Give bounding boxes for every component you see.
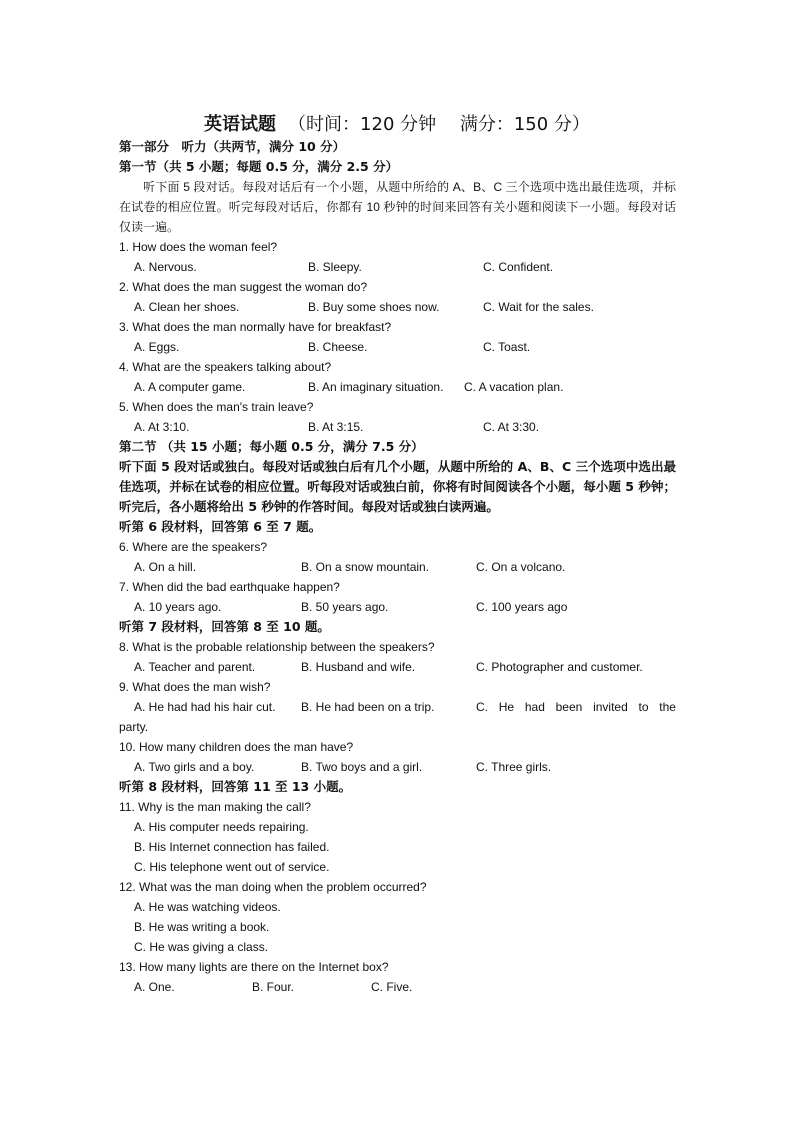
option-b: B. An imaginary situation. [308, 380, 444, 394]
question-11 [119, 797, 676, 877]
option-a: A. Nervous. [134, 260, 197, 274]
option-c-word: had [524, 700, 545, 714]
question-5 [119, 397, 676, 437]
question-options [119, 337, 676, 357]
question-options [119, 257, 676, 277]
material-6-heading: 听第 6 段材料，回答第 6 至 7 题。 [119, 519, 322, 534]
option-c: C. He was giving a class. [134, 940, 269, 954]
question-1 [119, 237, 676, 277]
question-text: 1. How does the woman feel? [119, 240, 278, 254]
question-13 [119, 957, 676, 997]
option-c: C. Toast. [483, 340, 531, 354]
option-c: C. A vacation plan. [464, 380, 564, 394]
option-b: B. At 3:15. [308, 420, 364, 434]
section1-instructions-text: 听下面 5 段对话。每段对话后有一个小题，从题中所给的 A、B、C 三个选项中选出最佳选项，并标在试卷的相应位置。听完每段对话后，你都有 10 秒钟的时间来回答有关小题和阅读下一小题。每段对话仅读一遍。 [119, 180, 676, 234]
option-a: A. At 3:10. [134, 420, 190, 434]
question-text: 4. What are the speakers talking about? [119, 360, 332, 374]
question-12 [119, 877, 676, 957]
question-8 [119, 637, 676, 677]
question-9 [119, 677, 676, 737]
question-text: 12. What was the man doing when the problem occurred? [119, 880, 427, 894]
option-b: B. His Internet connection has failed. [134, 840, 330, 854]
question-4 [119, 357, 676, 397]
question-text: 7. When did the bad earthquake happen? [119, 580, 340, 594]
option-c: C. His telephone went out of service. [134, 860, 330, 874]
option-a: A. Two girls and a boy. [134, 760, 255, 774]
question-3 [119, 317, 676, 357]
option-a: A. On a hill. [134, 560, 197, 574]
option-a: A. 10 years ago. [134, 600, 222, 614]
question-options [119, 757, 676, 777]
option-a: A. He had had his hair cut. [134, 700, 276, 714]
question-text: 9. What does the man wish? [119, 680, 271, 694]
option-c: C. Wait for the sales. [483, 300, 594, 314]
option-a: A. Clean her shoes. [134, 300, 240, 314]
option-c: C. 100 years ago [476, 600, 568, 614]
option-c-word: to [638, 700, 649, 714]
title-sub: （时间：120 分钟 满分：150 分） [288, 114, 590, 135]
question-text: 11. Why is the man making the call? [119, 800, 311, 814]
option-b: B. On a snow mountain. [301, 560, 430, 574]
question-options [119, 697, 676, 717]
option-b: B. Husband and wife. [301, 660, 416, 674]
title-main: 英语试题 [204, 114, 277, 135]
option-b: B. He had been on a trip. [301, 700, 435, 714]
question-options [119, 557, 676, 577]
question-options [119, 297, 676, 317]
question-options [119, 657, 676, 677]
question-text: 2. What does the man suggest the woman do? [119, 280, 368, 294]
option-b: B. He was writing a book. [134, 920, 270, 934]
option-a: A. One. [134, 980, 175, 994]
option-b: B. Cheese. [308, 340, 368, 354]
option-c: C. Confident. [483, 260, 554, 274]
option-c: C. Three girls. [476, 760, 552, 774]
question-options [119, 597, 676, 617]
question-10 [119, 737, 676, 777]
exam-content [119, 137, 676, 997]
exam-title [0, 112, 794, 138]
question-options [119, 417, 676, 437]
option-a: A. His computer needs repairing. [134, 820, 309, 834]
section1-instructions [119, 177, 676, 237]
question-6 [119, 537, 676, 577]
option-b: B. Four. [252, 980, 295, 994]
option-c-word: He [498, 700, 515, 714]
option-c-word: been [555, 700, 583, 714]
option-c: C. On a volcano. [476, 560, 566, 574]
question-text: 10. How many children does the man have? [119, 740, 354, 754]
option-a: A. Teacher and parent. [134, 660, 256, 674]
option-b: B. Sleepy. [308, 260, 362, 274]
question-text: 6. Where are the speakers? [119, 540, 268, 554]
part1-heading: 第一部分 听力（共两节，满分 10 分） [119, 139, 346, 154]
material-7-heading: 听第 7 段材料，回答第 8 至 10 题。 [119, 619, 330, 634]
section1-heading: 第一节（共 5 小题；每题 0.5 分，满分 2.5 分） [119, 159, 399, 174]
option-c [476, 697, 676, 717]
option-c-continuation: party. [119, 720, 149, 734]
question-7 [119, 577, 676, 617]
question-text: 13. How many lights are there on the Internet box? [119, 960, 389, 974]
option-a: A. A computer game. [134, 380, 246, 394]
option-c-word: the [659, 700, 676, 714]
option-c: C. Five. [371, 980, 413, 994]
question-2 [119, 277, 676, 317]
material-8-heading: 听第 8 段材料，回答第 11 至 13 小题。 [119, 779, 352, 794]
section2-instructions: 听下面 5 段对话或独白。每段对话或独白后有几个小题，从题中所给的 A、B、C 三个选项中选出最佳选项，并标在试卷的相应位置。听每段对话或独白前，你将有时间阅读各个小题，每小题 5 秒钟；听完后，各小题将给出 5 秒钟的作答时间。每段对话或独白读两遍。 [119, 459, 676, 514]
option-b: B. Two boys and a girl. [301, 760, 423, 774]
option-a: A. Eggs. [134, 340, 180, 354]
option-c: C. Photographer and customer. [476, 660, 643, 674]
question-text: 5. When does the man's train leave? [119, 400, 314, 414]
section2-heading: 第二节 （共 15 小题；每小题 0.5 分，满分 7.5 分） [119, 439, 424, 454]
option-c-word: invited [593, 700, 628, 714]
option-b: B. Buy some shoes now. [308, 300, 440, 314]
option-a: A. He was watching videos. [134, 900, 281, 914]
option-c-word: C. [476, 700, 488, 714]
question-text: 8. What is the probable relationship between the speakers? [119, 640, 435, 654]
question-options [119, 377, 676, 397]
question-text: 3. What does the man normally have for breakfast? [119, 320, 392, 334]
option-c: C. At 3:30. [483, 420, 540, 434]
option-b: B. 50 years ago. [301, 600, 389, 614]
question-options [119, 977, 676, 997]
